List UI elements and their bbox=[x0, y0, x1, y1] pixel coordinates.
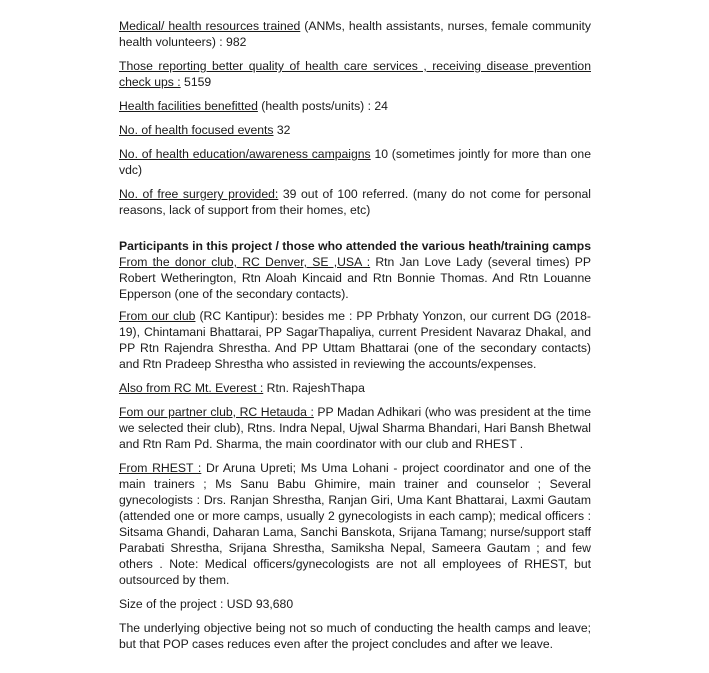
participant-label: From our club bbox=[119, 309, 196, 323]
participant-text: Rtn Jan Love Lady (several times) PP Robert Wetherington, Rtn Aloah Kincaid and Rtn Bonnie Thomas. And Rtn Louanne Epperson (one of the secondary contacts). bbox=[119, 255, 591, 301]
stat-label: Medical/ health resources trained bbox=[119, 19, 301, 33]
stat-label: Health facilities benefitted bbox=[119, 99, 258, 113]
document-page bbox=[119, 18, 591, 660]
participant-label: From RHEST : bbox=[119, 461, 202, 475]
stat-events bbox=[119, 122, 591, 138]
stat-label: No. of health focused events bbox=[119, 123, 274, 137]
stat-resources-trained bbox=[119, 18, 591, 50]
participant-label: Also from RC Mt. Everest : bbox=[119, 381, 264, 395]
participants-heading: Participants in this project / those who attended the various heath/training camps bbox=[119, 239, 592, 253]
participant-text: Dr Aruna Upreti; Ms Uma Lohani - project coordinator and one of the main trainers ; Ms Sanu Babu Ghimire, main trainer and counselor ; Several gynecologists : Drs. Ranjan Shrestha, Ranjan Giri, Uma Kant Bhattarai, Laxmi Gautam (attended one or more camps, usually 2 gynecologists in each camp); medical officers : Sitsama Ghandi, Daharan Lama, Sanchi Banskota, Srijana Tamang; nurse/support staff Parabati Shrestha, Srijana Shrestha, Samiksha Nepal, Sameera Gautam ; and few others . Note: Medical officers/gynecologists are not all employees of RHEST, but outsourced by them. bbox=[119, 461, 591, 587]
participants-mt-everest bbox=[119, 380, 591, 396]
stat-value: (health posts/units) : 24 bbox=[257, 99, 388, 113]
participants-hetauda bbox=[119, 404, 591, 452]
participants-rhest bbox=[119, 460, 591, 588]
stat-facilities bbox=[119, 98, 591, 114]
project-objective: The underlying objective being not so much of conducting the health camps and leave; but that POP cases reduces even after the project concludes and after we leave. bbox=[119, 621, 591, 651]
stat-label: No. of free surgery provided: bbox=[119, 187, 279, 201]
participant-text: PP Madan Adhikari (who was president at the time we selected their club), Rtns. Indra Nepal, Ujwal Sharma Bhandari, Hari Bansh Bhetwal and Rtn Ram Pd. Sharma, the main coordinator with our club and RHEST . bbox=[119, 405, 591, 451]
participant-label: Fom our partner club, RC Hetauda : bbox=[119, 405, 314, 419]
stat-value: 39 out of 100 referred. (many do not come for personal reasons, lack of support from their homes, etc) bbox=[119, 187, 591, 217]
participant-label: From the donor club, RC Denver, SE ,USA : bbox=[119, 255, 371, 269]
stat-better-care bbox=[119, 58, 591, 90]
participants-donor-club bbox=[119, 254, 591, 302]
stat-value: 5159 bbox=[180, 75, 212, 89]
stat-label: Those reporting better quality of health care services , receiving disease prevention check ups : bbox=[119, 59, 591, 89]
stat-surgery bbox=[119, 186, 591, 218]
stat-campaigns bbox=[119, 146, 591, 178]
participant-text: (RC Kantipur): besides me : PP Prbhaty Yonzon, our current DG (2018-19), Chintamani Bhattarai, PP SagarThapaliya, current President Navaraz Dhakal, and PP Rtn Rajendra Shrestha. And PP Uttam Bhattarai (one of the secondary contacts) and Rtn Pradeep Shrestha who assisted in reviewing the accounts/expenses. bbox=[119, 309, 591, 371]
stat-value: 10 (sometimes jointly for more than one vdc) bbox=[119, 147, 591, 177]
stat-label: No. of health education/awareness campaigns bbox=[119, 147, 371, 161]
stat-value: (ANMs, health assistants, nurses, female community health volunteers) : 982 bbox=[119, 19, 592, 49]
participant-text: Rtn. RajeshThapa bbox=[263, 381, 365, 395]
project-size: Size of the project : USD 93,680 bbox=[119, 597, 294, 611]
stat-value: 32 bbox=[273, 123, 291, 137]
participants-our-club bbox=[119, 308, 591, 372]
